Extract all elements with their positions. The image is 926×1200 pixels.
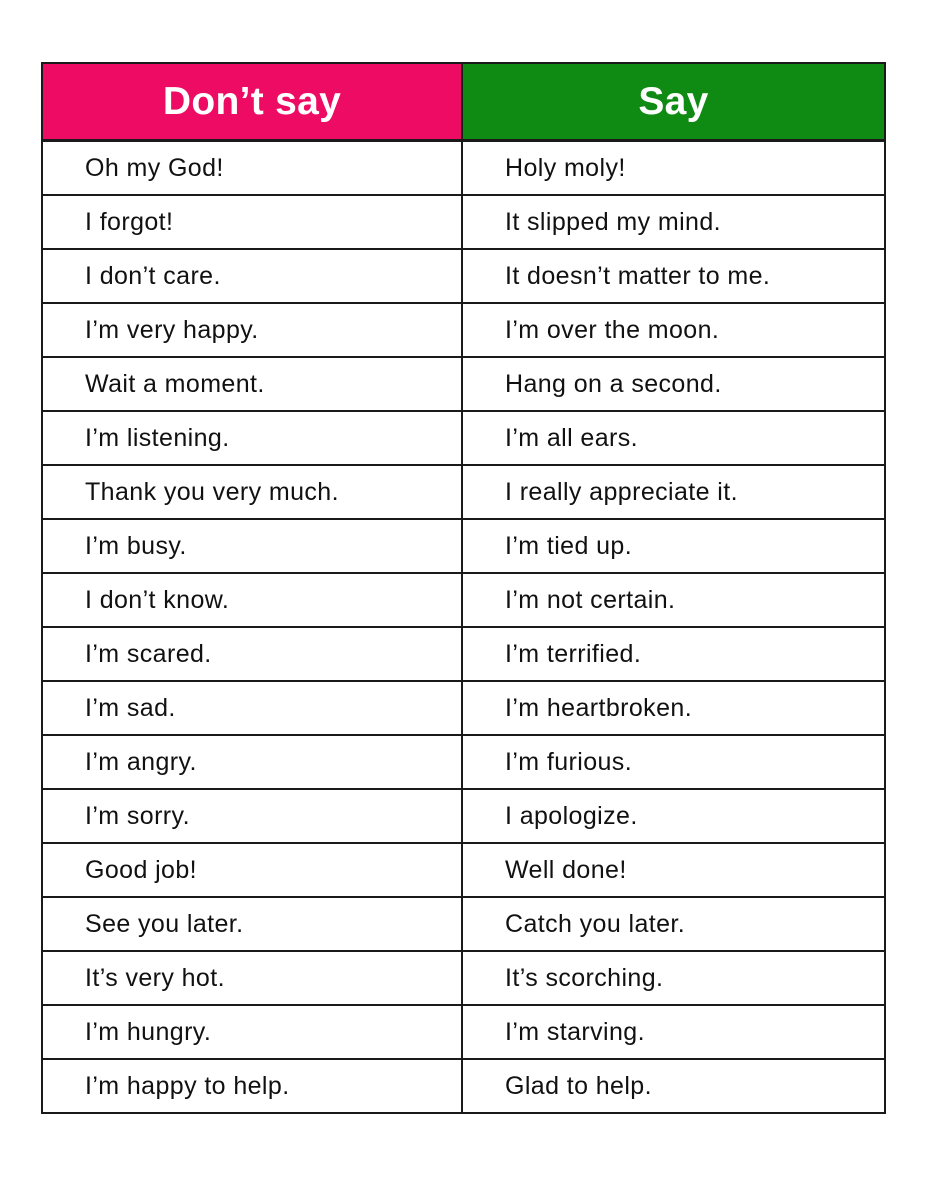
say-phrase: I really appreciate it. xyxy=(462,465,885,519)
say-phrase: I’m terrified. xyxy=(462,627,885,681)
say-phrase: I’m all ears. xyxy=(462,411,885,465)
dont-say-phrase: Wait a moment. xyxy=(42,357,462,411)
say-phrase: Holy moly! xyxy=(462,141,885,196)
table-header-row xyxy=(42,63,885,141)
dont-say-phrase: See you later. xyxy=(42,897,462,951)
say-phrase: I apologize. xyxy=(462,789,885,843)
say-phrase: I’m tied up. xyxy=(462,519,885,573)
table-row xyxy=(42,843,885,897)
table-row xyxy=(42,357,885,411)
say-header: Say xyxy=(462,63,885,141)
phrase-comparison-sheet xyxy=(41,62,884,1114)
dont-say-phrase: I’m listening. xyxy=(42,411,462,465)
table-row xyxy=(42,465,885,519)
dont-say-phrase: I’m busy. xyxy=(42,519,462,573)
say-phrase: Well done! xyxy=(462,843,885,897)
phrase-table-body xyxy=(42,141,885,1114)
say-phrase: It slipped my mind. xyxy=(462,195,885,249)
table-row xyxy=(42,951,885,1005)
say-phrase: Glad to help. xyxy=(462,1059,885,1113)
table-row xyxy=(42,1059,885,1113)
dont-say-phrase: I don’t care. xyxy=(42,249,462,303)
dont-say-phrase: I’m angry. xyxy=(42,735,462,789)
say-phrase: Hang on a second. xyxy=(462,357,885,411)
say-phrase: I’m heartbroken. xyxy=(462,681,885,735)
table-row xyxy=(42,573,885,627)
table-row xyxy=(42,141,885,196)
say-phrase: I’m not certain. xyxy=(462,573,885,627)
say-phrase: Catch you later. xyxy=(462,897,885,951)
table-row xyxy=(42,735,885,789)
table-row xyxy=(42,897,885,951)
dont-say-phrase: It’s very hot. xyxy=(42,951,462,1005)
dont-say-phrase: I’m hungry. xyxy=(42,1005,462,1059)
dont-say-phrase: I forgot! xyxy=(42,195,462,249)
table-row xyxy=(42,519,885,573)
phrase-table xyxy=(41,62,886,1114)
dont-say-phrase: Good job! xyxy=(42,843,462,897)
table-row xyxy=(42,303,885,357)
dont-say-phrase: Thank you very much. xyxy=(42,465,462,519)
table-row xyxy=(42,789,885,843)
table-row xyxy=(42,1005,885,1059)
say-phrase: It doesn’t matter to me. xyxy=(462,249,885,303)
dont-say-phrase: I’m sad. xyxy=(42,681,462,735)
dont-say-phrase: I’m happy to help. xyxy=(42,1059,462,1113)
dont-say-phrase: I’m sorry. xyxy=(42,789,462,843)
say-phrase: I’m over the moon. xyxy=(462,303,885,357)
table-row xyxy=(42,249,885,303)
table-row xyxy=(42,411,885,465)
dont-say-header: Don’t say xyxy=(42,63,462,141)
dont-say-phrase: I’m scared. xyxy=(42,627,462,681)
dont-say-phrase: I’m very happy. xyxy=(42,303,462,357)
say-phrase: I’m starving. xyxy=(462,1005,885,1059)
say-phrase: I’m furious. xyxy=(462,735,885,789)
say-phrase: It’s scorching. xyxy=(462,951,885,1005)
dont-say-phrase: I don’t know. xyxy=(42,573,462,627)
dont-say-phrase: Oh my God! xyxy=(42,141,462,196)
table-row xyxy=(42,627,885,681)
table-row xyxy=(42,195,885,249)
table-row xyxy=(42,681,885,735)
